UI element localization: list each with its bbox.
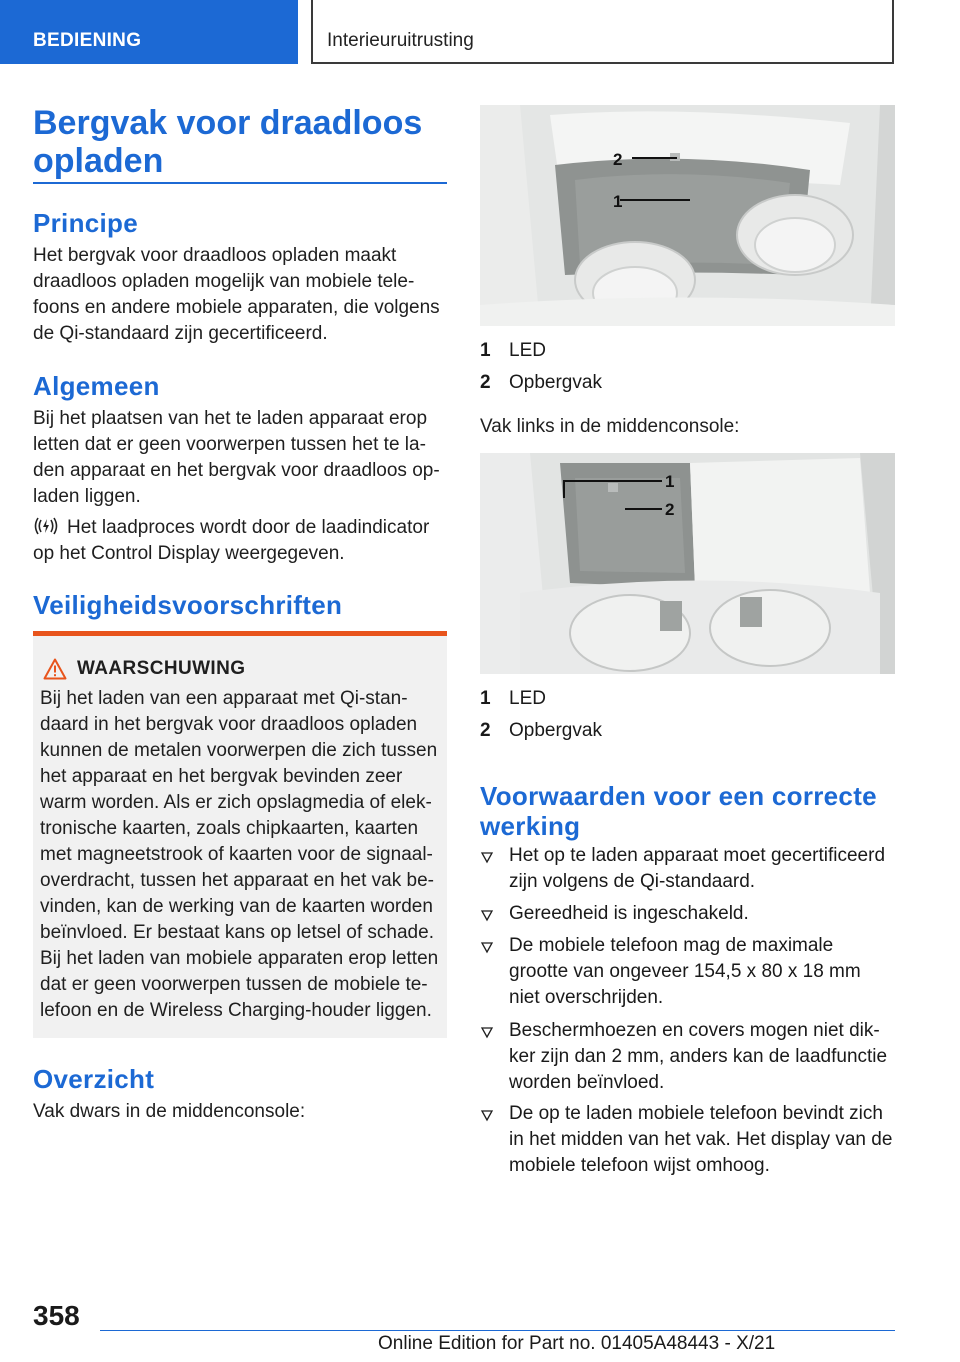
principle-text: Het bergvak voor draadloos opladen maakt draadloos opladen mogelijk van mobiele tele-foons en andere mobiele apparaten, die volgens de Qi-standaard zijn gecertificeerd.	[33, 245, 440, 344]
warning-triangle-icon	[43, 658, 67, 680]
list-item-text: Het op te laden apparaat moet gecertificeerd zijn volgens de Qi-standaard.	[509, 845, 886, 892]
footer-edition: Online Edition for Part no. 01405A48443 - X/21	[378, 1333, 776, 1354]
legend-label: Opbergvak	[509, 720, 602, 741]
safety-heading: Veiligheidsvoorschriften	[33, 590, 343, 620]
page-number: 358	[33, 1300, 80, 1331]
warning-text: Bij het laden van een apparaat met Qi-stan-daard in het bergvak voor draadloos opladen kunnen de metalen voorwerpen die zich tussen het apparaat en het bergvak bevinden zeer warm worden. Als er zich opslagmedia of elek-tronische kaarten, zoals chipkaarten, kaarten met magneetstrook of kaarten voor de signaal-overdracht, tussen het apparaat en het vak be-vinden, kan de werking van de kaarten worden beïnvloed. Er bestaat kans op letsel of schade. Bij het laden van mobiele apparaten erop letten dat er geen voorwerpen tussen de mobiele te-lefoon en de Wireless Charging-houder liggen.	[40, 688, 439, 1021]
legend-num: 2	[480, 372, 491, 393]
indicator-paragraph	[33, 515, 447, 567]
legend-label: LED	[509, 688, 546, 709]
callout-2: 2	[665, 500, 675, 519]
callout-1: 1	[665, 472, 675, 491]
triangle-bullet-icon	[480, 1108, 494, 1122]
requirements-heading: Voorwaarden voor een correcte werking	[480, 781, 877, 841]
chapter-label: Interieuruitrusting	[327, 30, 474, 51]
section-tab[interactable]	[0, 0, 298, 64]
triangle-bullet-icon	[480, 850, 494, 864]
general-text: Bij het plaatsen van het te laden apparaat erop letten dat er geen voorwerpen tussen het te la-den apparaat en het bergvak voor draadloos op-laden liggen.	[33, 408, 440, 507]
legend-num: 1	[480, 340, 491, 361]
overview-text: Vak dwars in de middenconsole:	[33, 1101, 306, 1122]
legend-num: 2	[480, 720, 491, 741]
console-illustration-1	[480, 105, 895, 326]
callout-1: 1	[613, 192, 623, 211]
callout-2: 2	[613, 150, 623, 169]
chapter-header	[311, 0, 894, 64]
figure-transverse-compartment	[480, 105, 895, 326]
figure-left-compartment	[480, 453, 895, 674]
triangle-bullet-icon	[480, 908, 494, 922]
warning-title: WAARSCHUWING	[77, 658, 246, 679]
list-item-text: Beschermhoezen en covers mogen niet dik-ker zijn dan 2 mm, anders kan de laadfunctie worden beïnvloed.	[509, 1020, 888, 1093]
overview-heading: Overzicht	[33, 1064, 155, 1094]
principle-heading: Principe	[33, 208, 138, 238]
triangle-bullet-icon	[480, 940, 494, 954]
figure2-intro: Vak links in de middenconsole:	[480, 416, 740, 437]
list-item-text: De op te laden mobiele telefoon bevindt zich in het midden van het vak. Het display van de mobiele telefoon wijst omhoog.	[509, 1103, 893, 1176]
title-rule	[33, 182, 447, 184]
legend-num: 1	[480, 688, 491, 709]
list-item-text: Gereedheid is ingeschakeld.	[509, 903, 749, 924]
triangle-bullet-icon	[480, 1025, 494, 1039]
wireless-charging-icon	[33, 516, 59, 536]
indicator-text: Het laadproces wordt door de laadindicator op het Control Display weergegeven.	[33, 517, 430, 564]
legend-label: Opbergvak	[509, 372, 602, 393]
console-illustration-2	[480, 453, 895, 674]
section-label: BEDIENING	[33, 30, 142, 51]
page-title: Bergvak voor draadloos opladen	[33, 104, 423, 180]
general-heading: Algemeen	[33, 371, 160, 401]
legend-label: LED	[509, 340, 546, 361]
footer-rule	[100, 1330, 895, 1331]
list-item-text: De mobiele telefoon mag de maximale grootte van ongeveer 154,5 x 80 x 18 mm niet overschrijden.	[509, 935, 861, 1008]
